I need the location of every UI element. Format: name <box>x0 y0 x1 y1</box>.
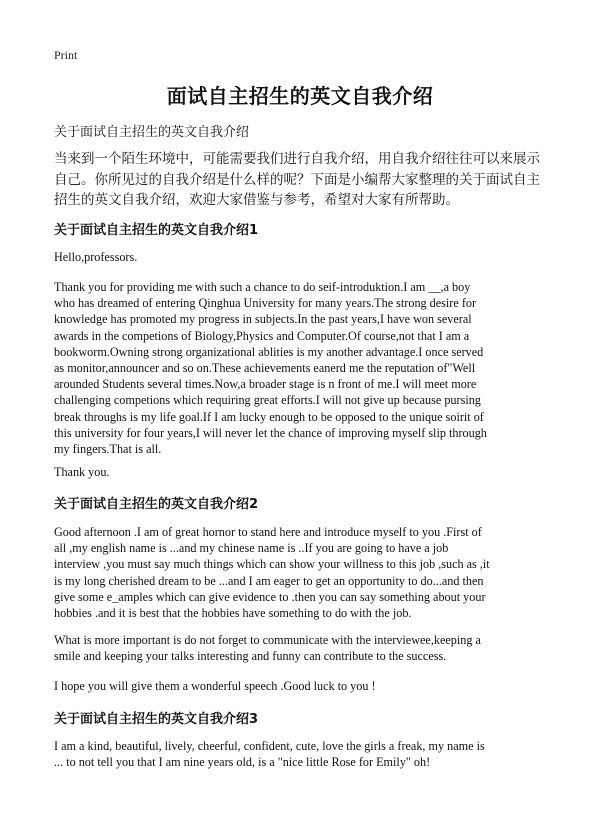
text-line: bookworm.Owning strong organizational ablities is my another advantage.I once served <box>54 344 484 359</box>
text-line: Good afternoon .I am of great hornor to stand here and introduce myself to you .First of <box>54 525 482 539</box>
text-line: my fingers.That is all. <box>54 441 162 456</box>
text-line: ... to not tell you that I am nine years old, is a "nice little Rose for Emily" oh! <box>54 755 431 770</box>
text-line: smile and keeping your talks interesting and funny can contribute to the success. <box>54 649 447 664</box>
section-heading-1: 关于面试自主招生的英文自我介绍1 <box>54 223 259 238</box>
section-2-closing: I hope you will give them a wonderful speech .Good luck to you ! <box>54 679 376 693</box>
text-line: as monitor,announcer and so on.These achievements eanerd me the reputation of"Well <box>54 360 476 375</box>
intro-line: 自己。你所见过的自我介绍是什么样的呢？下面是小编帮大家整理的关于面试自主 <box>54 171 540 188</box>
section-heading-3: 关于面试自主招生的英文自我介绍3 <box>54 712 259 727</box>
section-heading-2: 关于面试自主招生的英文自我介绍2 <box>54 497 259 512</box>
section-1-greeting: Hello,professors. <box>54 250 138 264</box>
text-line: awards in the competions of Biology,Physics and Computer.Of course,not that I am a <box>54 328 470 343</box>
text-line: interview ,you must say much things which can show your willness to this job ,such as ,it <box>54 557 490 572</box>
page-title: 面试自主招生的英文自我介绍 <box>166 84 434 108</box>
text-line: arounded Students several times.Now,a broader stage is n front of me.I will meet more <box>54 377 477 392</box>
section-1-closing: Thank you. <box>54 465 110 479</box>
intro-paragraph <box>54 149 554 211</box>
section-1-body <box>54 279 537 457</box>
section-2-body-2 <box>54 632 537 664</box>
text-line: challenging competions which requiring great efforts.I will not give up because pursing <box>54 393 481 408</box>
text-line: all ,my english name is ...and my chinese name is ..If you are going to have a job <box>54 541 449 556</box>
subtitle: 关于面试自主招生的英文自我介绍 <box>54 125 250 140</box>
text-line: is my long cherished dream to be ...and I am eager to get an opportunity to do...and then <box>54 573 484 588</box>
section-2-body <box>54 524 537 621</box>
text-line: this university for four years,I will never let the chance of improving myself slip through <box>54 425 487 440</box>
intro-line: 招生的英文自我介绍，欢迎大家借鉴与参考，希望对大家有所帮助。 <box>54 192 459 208</box>
text-line: break throughs is my life goal.If I am lucky enough to be opposed to the unique soirit of <box>54 409 484 424</box>
print-link[interactable]: Print <box>54 48 78 62</box>
text-line: Thank you for providing me with such a chance to do seif-introduktion.I am __,a boy <box>54 280 471 294</box>
intro-line: 当来到一个陌生环境中，可能需要我们进行自我介绍，用自我介绍往往可以来展示 <box>54 151 540 167</box>
text-line: knowledge has promoted my progress in subjects.In the past years,I have won several <box>54 312 472 327</box>
section-3-body <box>54 738 537 770</box>
text-line: I am a kind, beautiful, lively, cheerful, confident, cute, love the girls a freak, my name is <box>54 739 485 753</box>
text-line: who has dreamed of entering Qinghua University for many years.The strong desire for <box>54 296 477 311</box>
text-line: give some e_amples which can give evidence to .then you can say something about your <box>54 589 486 604</box>
text-line: hobbies .and it is best that the hobbies have something to do with the job. <box>54 605 412 620</box>
text-line: What is more important is do not forget to communicate with the interviewee,keeping a <box>54 633 481 647</box>
